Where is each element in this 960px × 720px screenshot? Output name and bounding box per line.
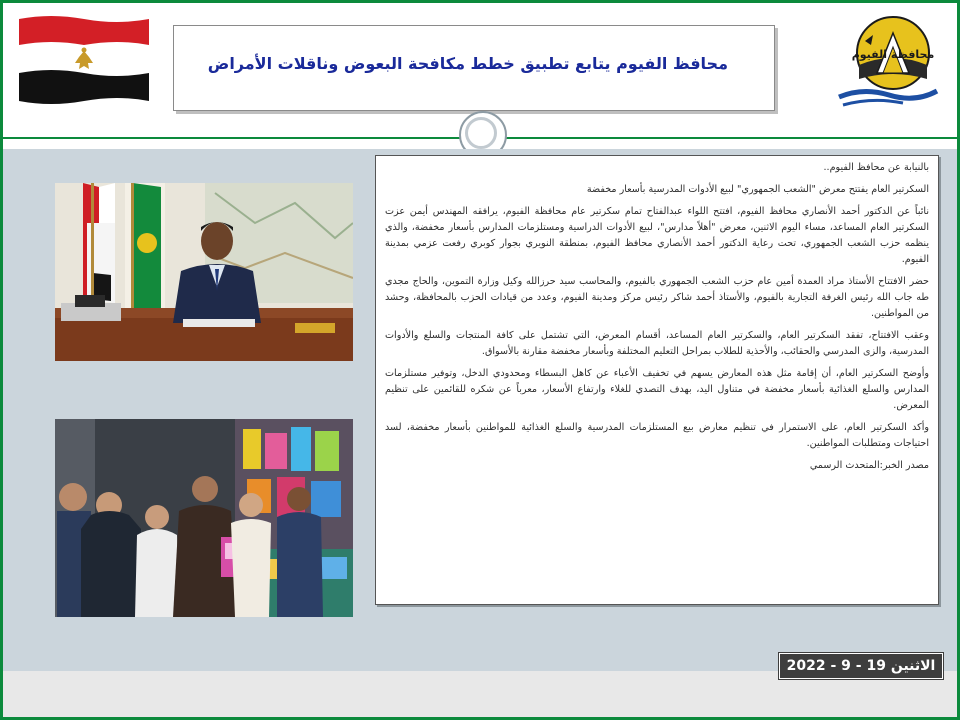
article-paragraph: السكرتير العام يفتتح معرض "الشعب الجمهوري" لبيع الأدوات المدرسية بأسعار مخفضة <box>586 184 929 195</box>
headline-title: محافظ الفيوم يتابع تطبيق خطط مكافحة البعوض وناقلات الأمراض <box>207 54 728 73</box>
photo-exhibition-visit <box>55 419 353 617</box>
article-paragraph: وعقب الافتتاح، تفقد السكرتير العام، والسكرتير العام المساعد، أقسام المعرض، التي تشتمل على كافة المنتجات والسلع والأدوات المدرسية، والزى المدرسي والحقائب، والأحذية للطلاب بمراحل التعليم المختلفة وبأسعار مخفضة مقارنة بالأسواق. <box>385 330 929 357</box>
article-paragraph: حضر الافتتاح الأستاذ مراد العمدة أمين عام حزب الشعب الجمهوري بالفيوم، والمحاسب سيد حرزالله وكيل وزارة التموين، والحاج مجدي طه جاب الله رئيس الغرفة التجارية بالفيوم، والأستاذ أحمد شاكر رئيس مركز ومدينة الفيوم، وعدد من قيادات الحزب بالمحافظة، وحشد من المواطنين. <box>385 276 929 319</box>
article-paragraph: بالنيابة عن محافظ الفيوم.. <box>823 162 929 173</box>
article-source: مصدر الخبر:المتحدث الرسمي <box>809 460 929 471</box>
content-area <box>3 149 957 671</box>
divider-ring-inner <box>465 117 497 149</box>
egypt-flag-icon <box>17 13 151 105</box>
fayoum-governorate-logo <box>833 11 939 111</box>
article-paragraph: وأوضح السكرتير العام، أن إقامة مثل هذه المعارض يسهم في تخفيف الأعباء عن كاهل البسطاء ومحدودي الدخل، وتوفير مستلزمات المدارس والسلع الغذائية بأسعار مخفضة في متناول اليد، بهدف التصدي للغلاء وارتفاع الأسعار، معرباً عن شكره للقائمين على تنظيم المعرض. <box>385 368 929 411</box>
article-paragraph: وأكد السكرتير العام، على الاستمرار في تنظيم معارض بيع المستلزمات المدرسية والسلع الغذائية للمواطنين بأسعار مخفضة، لسد احتياجات ومتطلبات المواطنين. <box>385 422 929 449</box>
photo-office-meeting <box>55 183 353 361</box>
article-body <box>375 155 939 605</box>
date-badge: الاثنين 19 - 9 - 2022 <box>779 653 943 679</box>
article-paragraph: نائباً عن الدكتور أحمد الأنصاري محافظ الفيوم، افتتح اللواء عبدالفتاح تمام سكرتير عام محافظة الفيوم، يرافقه المهندس أيمن عزت السكرتير العام المساعد، مساء اليوم الاثنين، معرض "أهلاً مدارس"، لبيع الأدوات الدراسية ومستلزمات المدارس بأسعار مخفضة، والذي ينظمه حزب الشعب الجمهوري، تحت رعاية الدكتور أحمد الأنصاري محافظ الفيوم، بمنطقة النويري بجوار كوبري رفعت عزمي بمدينة الفيوم. <box>385 206 929 265</box>
logo-text: محافظة الفيوم <box>851 48 935 61</box>
headline-box <box>173 25 775 111</box>
